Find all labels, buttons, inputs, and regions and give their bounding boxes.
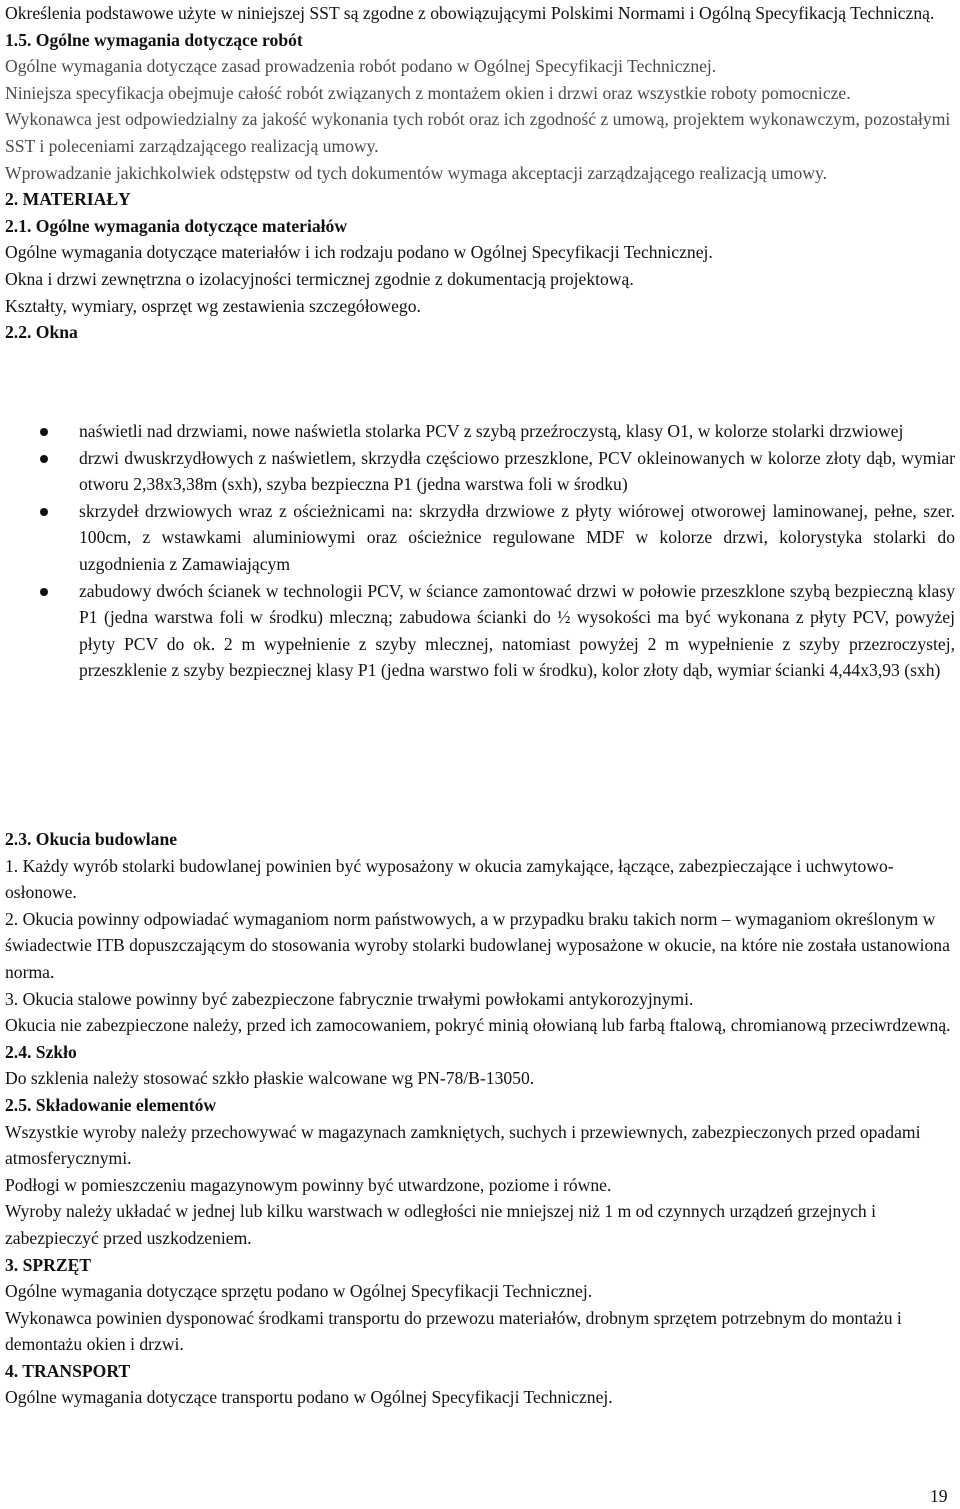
page-number: 19: [930, 1486, 948, 1506]
paragraph: Wprowadzanie jakichkolwiek odstępstw od tych dokumentów wymaga akceptacji zarządzającego realizacją umowy.: [5, 162, 828, 183]
paragraph: Ogólne wymagania dotyczące zasad prowadzenia robót podano w Ogólnej Specyfikacji Technicznej.: [5, 56, 717, 77]
list-item: [0, 498, 960, 578]
list-item-text: naświetli nad drzwiami, nowe naświetla stolarka PCV z szybą przeźroczystą, klasy O1, w kolorze stolarki drzwiowej: [79, 421, 904, 441]
heading-2-4: 2.4. Szkło: [5, 1041, 77, 1062]
paragraph: Do szklenia należy stosować szkło płaskie walcowane wg PN-78/B-13050.: [5, 1068, 535, 1089]
heading-2: 2. MATERIAŁY: [5, 189, 131, 210]
bullet-icon: [40, 508, 48, 516]
bullet-icon: [40, 588, 48, 596]
paragraph: Wszystkie wyroby należy przechowywać w magazynach zamkniętych, suchych i przewiewnych, zabezpieczonych przed opadami atmosferycznymi.: [5, 1121, 921, 1169]
paragraph: Okna i drzwi zewnętrzna o izolacyjności termicznej zgodnie z dokumentacją projektową.: [5, 268, 634, 289]
list-item: [0, 578, 960, 684]
heading-2-3: 2.3. Okucia budowlane: [5, 829, 178, 849]
paragraph: Podłogi w pomieszczeniu magazynowym powinny być utwardzone, poziome i równe.: [5, 1174, 612, 1195]
paragraph: 3. Okucia stalowe powinny być zabezpieczone fabrycznie trwałymi powłokami antykorozyjnymi.: [5, 988, 694, 1009]
heading-2-5: 2.5. Składowanie elementów: [5, 1094, 217, 1115]
list-item: [0, 418, 960, 445]
paragraph: Ogólne wymagania dotyczące sprzętu podano w Ogólnej Specyfikacji Technicznej.: [5, 1281, 593, 1302]
windows-bullet-list: [0, 418, 960, 684]
heading-2-2: 2.2. Okna: [5, 322, 78, 343]
paragraph: Niniejsza specyfikacja obejmuje całość robót związanych z montażem okien i drzwi oraz wszystkie roboty pomocnicze.: [5, 82, 851, 103]
list-item-text: drzwi dwuskrzydłowych z naświetlem, skrzydła częściowo przeszklone, PCV okleinowanych w kolorze złoty dąb, wymiar otworu 2,38x3,38m (sxh), szyba bezpieczna P1 (jedna warstwa foli w środku): [79, 447, 955, 495]
paragraph: Wykonawca jest odpowiedzialny za jakość wykonania tych robót oraz ich zgodność z umową, projektem wykonawczym, pozostałymi SST i poleceniami zarządzającego realizacją umowy.: [5, 109, 951, 156]
paragraph: Ogólne wymagania dotyczące materiałów i ich rodzaju podano w Ogólnej Specyfikacji Technicznej.: [5, 242, 713, 263]
paragraph: 1. Każdy wyrób stolarki budowlanej powinien być wyposażony w okucia zamykające, łączące, zabezpieczające i uchwytowo-osłonowe.: [5, 855, 894, 903]
list-item-text: skrzydeł drzwiowych wraz z ościeżnicami na: skrzydła drzwiowe z płyty wiórowej otworowej laminowanej, pełne, szer. 100cm, z wstawkami aluminiowymi oraz ościeżnice regulowane MDF w kolorze drzwi, kolorystyka stolarki do uzgodnienia z Zamawiającym: [79, 500, 955, 574]
bullet-icon: [40, 455, 48, 463]
paragraph: Okucia nie zabezpieczone należy, przed ich zamocowaniem, pokryć minią ołowianą lub farbą ftalową, chromianową przeciwrdzewną.: [5, 1015, 951, 1036]
heading-3: 3. SPRZĘT: [5, 1254, 92, 1275]
paragraph: Kształty, wymiary, osprzęt wg zestawienia szczegółowego.: [5, 295, 421, 316]
intro-paragraph: Określenia podstawowe użyte w niniejszej SST są zgodne z obowiązującymi Polskimi Normami i Ogólną Specyfikacją Techniczną.: [5, 3, 935, 23]
bullet-icon: [40, 428, 48, 436]
paragraph: Ogólne wymagania dotyczące transportu podano w Ogólnej Specyfikacji Technicznej.: [5, 1387, 613, 1408]
paragraph: 2. Okucia powinny odpowiadać wymaganiom norm państwowych, a w przypadku braku takich norm – wymaganiom określonym w świadectwie ITB dopuszczającym do stosowania wyroby stolarki budowlanej wyposażone w okucie, na które nie została ustanowiona norma.: [5, 908, 950, 982]
lower-text-block: [5, 826, 957, 1411]
upper-text-block: [5, 0, 957, 346]
heading-2-1: 2.1. Ogólne wymagania dotyczące materiałów: [5, 215, 348, 236]
list-item: [0, 445, 960, 498]
heading-1-5: 1.5. Ogólne wymagania dotyczące robót: [5, 29, 303, 50]
list-item-text: zabudowy dwóch ścianek w technologii PCV, w ściance zamontować drzwi w połowie przeszklone szybą bezpieczną klasy P1 (jedna warstwa foli w środku) mleczną; zabudowa ścianki do ½ wysokości ma być wykonana z płyty PCV, powyżej płyty PCV do ok. 2 m wypełnienie z szyby mlecznej, natomiast powyżej 2 m wypełnienie z szyby przezroczystej, przeszklenie z szyby bezpiecznej klasy P1 (jedna warstwo foli w środku), kolor złoty dąb, wymiar ścianki 4,44x3,93 (sxh): [79, 580, 955, 681]
paragraph: Wykonawca powinien dysponować środkami transportu do przewozu materiałów, drobnym sprzętem potrzebnym do montażu i demontażu okien i drzwi.: [5, 1307, 902, 1355]
heading-4: 4. TRANSPORT: [5, 1360, 131, 1381]
paragraph: Wyroby należy układać w jednej lub kilku warstwach w odległości nie mniejszej niż 1 m od czynnych urządzeń grzejnych i zabezpieczyć przed uszkodzeniem.: [5, 1201, 877, 1248]
